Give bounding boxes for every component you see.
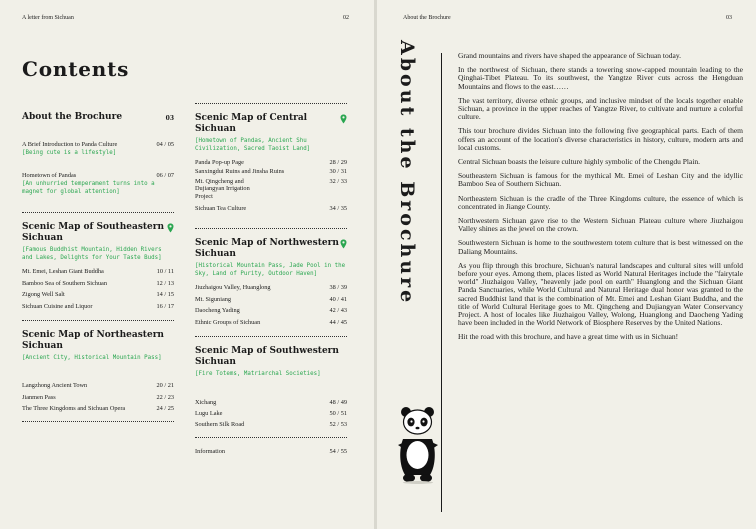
toc-item-pages: 06 / 07 — [156, 171, 174, 179]
section-subtitle: [Famous Buddhist Mountain, Hidden Rivers and Lakes, Delights for Your Taste Buds] — [22, 247, 162, 261]
page-number: 02 — [343, 15, 349, 21]
toc-item[interactable] — [22, 172, 174, 179]
section-subtitle: [Hometown of Pandas, Ancient Shu Civilization, Sacred Taoist Land] — [195, 138, 311, 152]
toc-item[interactable] — [22, 268, 174, 275]
toc-item[interactable] — [22, 303, 174, 310]
toc-item-label: Sanxingdui Ruins and Jinsha Ruins — [195, 168, 285, 176]
section-title[interactable]: About the Brochure — [22, 112, 123, 122]
section-page: 03 — [165, 115, 174, 122]
running-head: A letter from Sichuan — [22, 15, 74, 21]
toc-item-label: Mt. Emei, Leshan Giant Buddha — [22, 268, 104, 276]
toc-item[interactable] — [195, 399, 347, 406]
paragraph: Northeastern Sichuan is the cradle of the Three Kingdoms culture, the essence of which is concentrated in Jiange County. — [458, 193, 743, 211]
contents-column-left — [22, 103, 174, 422]
toc-item-label: Hometown of Pandas — [22, 171, 77, 179]
toc-item-label: Ethnic Groups of Sichuan — [195, 318, 261, 326]
running-head: About the Brochure — [403, 15, 451, 21]
paragraph: As you flip through this brochure, Sichuan's natural landscapes and cultural sites will unfold before your eyes. Among them, places listed as World Natural Heritages include the "fairytale world" Jiuzhaigou Valley, "heavenly jade pool on earth" Huanglong and the Sichuan Giant Panda Sanctuaries, while World Cultural and Natural Heritage dual honor was granted to the sacred Buddhist land that is the combination of Mt. Emei and Leshan Giant Buddha, and the title of World Cultural Heritage goes to Mt. Qingcheng and Dujiangyan Water Conservancy Project. A host of locales like Jiuzhaigou Valley, Wolong, Huanglong and Daocheng Yading have been included in the World Network of Biosphere Reserves by the United Nations. — [458, 260, 743, 328]
toc-item[interactable] — [195, 319, 347, 326]
toc-item-label: Information — [195, 447, 226, 455]
section-title[interactable]: Scenic Map of Northeastern Sichuan — [22, 329, 164, 351]
paragraph: Northwestern Sichuan gave rise to the Western Sichuan Plateau culture where Jiuzhaigou Valley shines as the jewel on the crown. — [458, 216, 743, 234]
toc-item-pages: 20 / 21 — [156, 382, 174, 390]
dotted-divider — [195, 437, 347, 438]
toc-item-label: Mt. Siguniang — [195, 295, 232, 303]
toc-item[interactable] — [22, 280, 174, 287]
dotted-divider — [195, 103, 347, 104]
toc-item-pages: 44 / 45 — [329, 318, 347, 326]
paragraph: Grand mountains and rivers have shaped the appearance of Sichuan today. — [458, 51, 681, 60]
toc-item-pages: 38 / 39 — [329, 284, 347, 292]
toc-item-pages: 04 / 05 — [156, 141, 174, 148]
dotted-divider — [22, 212, 174, 213]
toc-item-pages: 48 / 49 — [329, 398, 347, 406]
toc-item-pages: 12 / 13 — [156, 279, 174, 287]
section-title[interactable]: Scenic Map of Central Sichuan — [195, 113, 308, 134]
toc-item-pages: 50 / 51 — [329, 409, 347, 417]
toc-item[interactable] — [195, 159, 347, 166]
toc-item-label: Sichuan Cuisine and Liquor — [22, 302, 93, 310]
toc-item[interactable] — [195, 168, 347, 175]
toc-item[interactable] — [195, 421, 347, 428]
paragraph: In the northwest of Sichuan, there stands a towering snow-capped mountain leading to the Qinghai-Tibet Plateau. To its southwest, the Yangtze River cuts across the Hengduan Mountains and flows to the east…… — [458, 65, 743, 91]
contents-title: Contents — [22, 57, 130, 81]
toc-item-label: Langzhong Ancient Town — [22, 382, 88, 390]
toc-item[interactable] — [22, 405, 174, 412]
toc-item-pages: 22 / 23 — [156, 393, 174, 401]
toc-item-pages: 40 / 41 — [329, 295, 347, 303]
dotted-divider — [22, 320, 174, 321]
toc-item-pages: 28 / 29 — [329, 159, 347, 166]
toc-section-northwestern — [195, 228, 347, 326]
toc-item-label: Lugu Lake — [195, 409, 223, 417]
toc-item-pages: 32 / 33 — [329, 177, 347, 185]
section-subtitle: [An unhurried temperament turns into a magnet for global attention] — [22, 181, 155, 195]
toc-item[interactable] — [195, 284, 347, 291]
dotted-divider — [22, 421, 174, 422]
toc-item[interactable] — [22, 141, 174, 148]
vertical-title: About the Brochure — [396, 40, 418, 306]
section-subtitle: [Being cute is a lifestyle] — [22, 150, 117, 157]
paragraph: Hit the road with this brochure, and have a great time with us in Sichuan! — [458, 332, 679, 342]
toc-section-southwestern — [195, 336, 347, 455]
map-pin-icon — [167, 223, 174, 233]
toc-section-about — [22, 112, 174, 196]
toc-item-pages: 10 / 11 — [156, 268, 174, 276]
toc-item-pages: 16 / 17 — [156, 302, 174, 310]
section-subtitle: [Ancient City, Historical Mountain Pass] — [22, 354, 162, 361]
toc-item[interactable] — [195, 307, 347, 314]
toc-item-pages: 30 / 31 — [329, 168, 347, 176]
toc-item-information[interactable] — [195, 448, 347, 455]
toc-item[interactable] — [22, 382, 174, 389]
section-title[interactable]: Scenic Map of Southwestern Sichuan — [195, 346, 339, 368]
toc-item-label: Zigong Well Salt — [22, 291, 65, 299]
toc-item-pages: 52 / 53 — [329, 421, 347, 429]
toc-item-label: Jianmen Pass — [22, 393, 56, 401]
right-page — [377, 0, 756, 529]
toc-item-label: Panda Pop-up Page — [195, 159, 244, 166]
panda-icon — [397, 405, 439, 485]
toc-item-label: Southern Silk Road — [195, 421, 245, 429]
paragraph: Central Sichuan boasts the leisure culture highly symbolic of the Chengdu Plain. — [458, 157, 701, 167]
paragraph: The vast territory, diverse ethnic groups, and inclusive mindset of the locals together enable Sichuan, a province in the upper reaches of Yangtze River, to cultivate and nurture a colorful culture. — [458, 95, 743, 122]
toc-item-pages: 42 / 43 — [329, 307, 347, 315]
toc-item-label: Bamboo Sea of Southern Sichuan — [22, 279, 107, 287]
contents-column-right — [195, 103, 347, 459]
dotted-divider — [195, 336, 347, 337]
section-subtitle: [Historical Mountain Pass, Jade Pool in the Sky, Land of Purity, Outdoor Haven] — [195, 263, 346, 277]
left-page — [0, 0, 374, 529]
toc-item[interactable] — [195, 410, 347, 417]
toc-item-pages: 14 / 15 — [156, 291, 174, 299]
toc-item-pages: 34 / 35 — [329, 205, 347, 213]
toc-item-label: Xichang — [195, 398, 217, 406]
section-title[interactable]: Scenic Map of Southeastern Sichuan — [22, 222, 165, 244]
toc-item[interactable] — [195, 178, 347, 200]
body-text — [458, 52, 743, 348]
paragraph: This tour brochure divides Sichuan into the following five geographical parts. Each of them offers an account of the location's diverse characteristics in history, culture, modern arts and local customs. — [458, 126, 743, 152]
page-number: 03 — [726, 15, 732, 21]
toc-section-central — [195, 103, 347, 212]
map-pin-icon — [340, 239, 347, 249]
toc-item-label: Sichuan Tea Culture — [195, 205, 247, 213]
toc-item-pages: 54 / 55 — [329, 447, 347, 455]
toc-item-pages: 24 / 25 — [156, 405, 174, 413]
paragraph: Southeastern Sichuan is famous for the mythical Mt. Emei of Leshan City and the idyllic Bamboo Sea of Southern Sichuan. — [458, 171, 743, 189]
toc-item-label: Jiuzhaigou Valley, Huanglong — [195, 284, 271, 292]
toc-section-northeastern — [22, 320, 174, 422]
toc-item-label: Daocheng Yading — [195, 307, 240, 315]
toc-section-southeastern — [22, 212, 174, 310]
toc-item-label: Mt. Qingcheng and Dujiangyan Irrigation Project — [195, 177, 250, 200]
toc-item[interactable] — [195, 205, 347, 212]
toc-item[interactable] — [22, 394, 174, 401]
map-pin-icon — [340, 114, 347, 124]
section-subtitle: [Fire Totems, Matriarchal Societies] — [195, 371, 321, 378]
dotted-divider — [195, 228, 347, 229]
paragraph: Southwestern Sichuan is home to the southwestern totem culture that is best witnessed on the Daliang Mountains. — [458, 238, 743, 256]
toc-item[interactable] — [22, 291, 174, 298]
vertical-rule — [441, 53, 442, 512]
toc-item[interactable] — [195, 296, 347, 303]
toc-item-label: A Brief Introduction to Panda Culture — [22, 141, 118, 148]
toc-item-label: The Three Kingdoms and Sichuan Opera — [22, 405, 126, 413]
section-title[interactable]: Scenic Map of Northwestern Sichuan — [195, 238, 339, 260]
